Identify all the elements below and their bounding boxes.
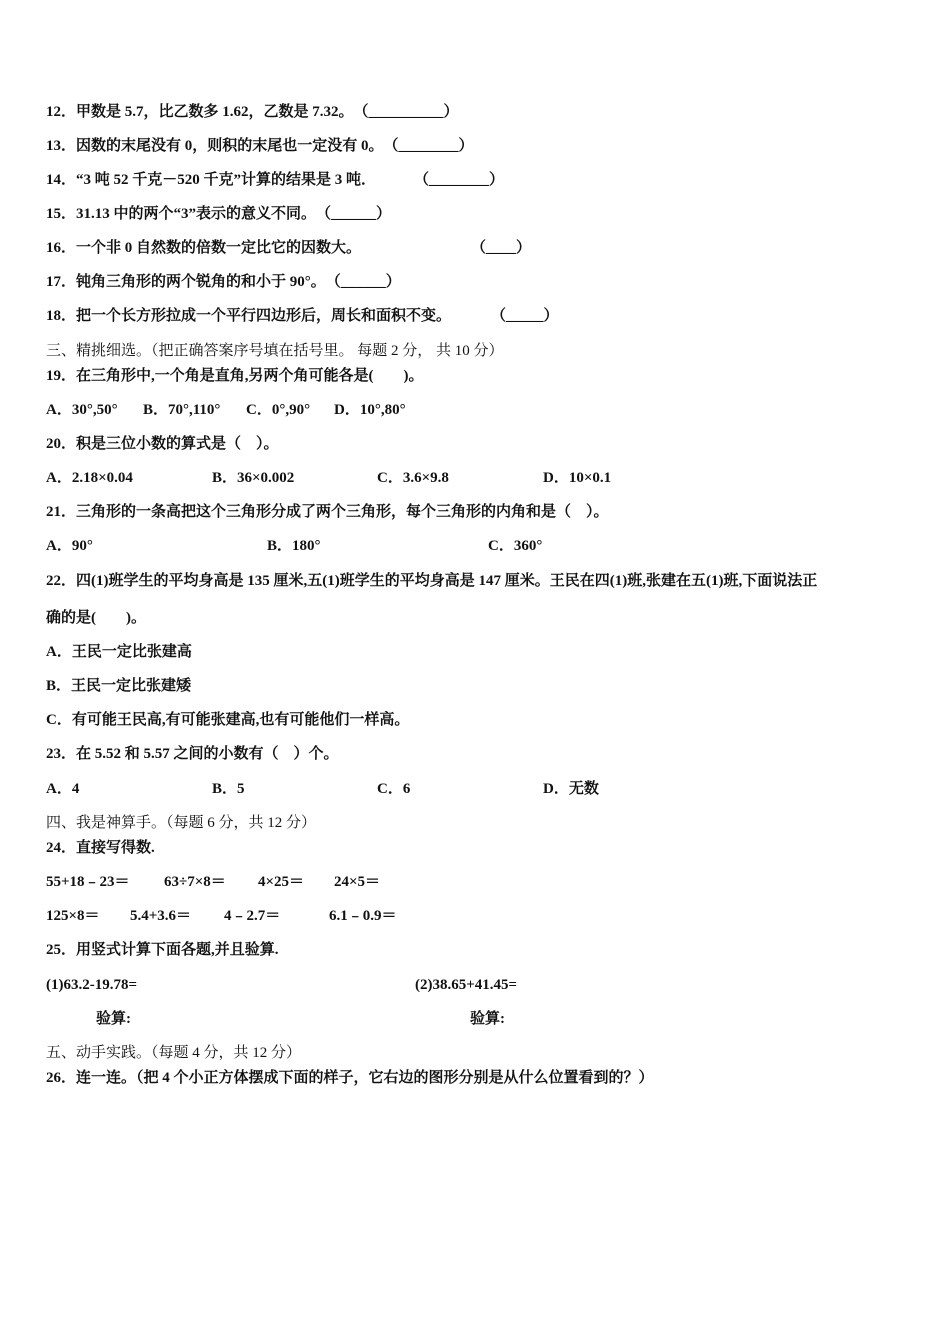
q23-option-a[interactable]: A．4: [46, 781, 80, 797]
q19-option-b[interactable]: B．70°,110°: [143, 402, 221, 418]
answer-blank[interactable]: （____）: [471, 240, 532, 256]
question-22-line1: 22．四(1)班学生的平均身高是 135 厘米,五(1)班学生的平均身高是 147 厘米。王民在四(1)班,张建在五(1)班,下面说法正: [46, 573, 818, 589]
question-16: [46, 238, 531, 258]
question-text: 16．一个非 0 自然数的倍数一定比它的因数大。: [46, 240, 362, 256]
q22-option-b[interactable]: B．王民一定比张建矮: [46, 678, 192, 694]
q21-option-b[interactable]: B．180°: [267, 538, 321, 554]
question-25: 25．用竖式计算下面各题,并且验算.: [46, 942, 279, 958]
calc-item: 55+18﹣23＝: [46, 874, 130, 890]
question-22-line2: 确的是( )。: [46, 610, 146, 626]
question-14: [46, 170, 504, 190]
answer-blank[interactable]: （________）: [414, 172, 505, 188]
vertical-calc-2: (2)38.65+41.45=: [415, 977, 518, 993]
calc-item: 5.4+3.6＝: [130, 908, 192, 924]
answer-blank[interactable]: （______）: [325, 274, 401, 290]
q23-option-c[interactable]: C．6: [377, 781, 411, 797]
check-label-1: 验算:: [96, 1011, 131, 1027]
question-text: 12．甲数是 5.7，比乙数多 1.62，乙数是 7.32。: [46, 104, 354, 120]
answer-blank[interactable]: （________）: [383, 138, 474, 154]
q19-option-d[interactable]: D．10°,80°: [334, 402, 406, 418]
question-26: 26．连一连。（把 4 个小正方体摆成下面的样子，它右边的图形分别是从什么位置看到的？）: [46, 1070, 654, 1086]
check-label-2: 验算:: [470, 1011, 505, 1027]
section-4-title: 四、我是神算手。（每题 6 分，共 12 分）: [46, 815, 317, 831]
question-19: 19．在三角形中,一个角是直角,另两个角可能各是( )。: [46, 368, 424, 384]
q19-option-c[interactable]: C．0°,90°: [246, 402, 311, 418]
answer-blank[interactable]: （__________）: [353, 104, 459, 120]
question-text: 13．因数的末尾没有 0，则积的末尾也一定没有 0。: [46, 138, 384, 154]
q21-option-c[interactable]: C．360°: [488, 538, 543, 554]
question-17: [46, 272, 401, 292]
question-18: [46, 306, 559, 326]
question-21: 21．三角形的一条高把这个三角形分成了两个三角形，每个三角形的内角和是（ ）。: [46, 504, 609, 520]
question-24: 24．直接写得数.: [46, 840, 155, 856]
q22-option-c[interactable]: C．有可能王民高,有可能张建高,也有可能他们一样高。: [46, 712, 410, 728]
question-text: 17．钝角三角形的两个锐角的和小于 90°。: [46, 274, 326, 290]
answer-blank[interactable]: （______）: [316, 206, 392, 222]
q23-option-b[interactable]: B．5: [212, 781, 245, 797]
calc-item: 4×25＝: [258, 874, 305, 890]
q20-option-a[interactable]: A．2.18×0.04: [46, 470, 133, 486]
question-20: 20．积是三位小数的算式是（ ）。: [46, 436, 279, 452]
q23-option-d[interactable]: D．无数: [543, 781, 599, 797]
calc-item: 125×8＝: [46, 908, 100, 924]
calc-item: 63÷7×8＝: [164, 874, 226, 890]
question-13: [46, 136, 474, 156]
calc-item: 6.1﹣0.9＝: [329, 908, 397, 924]
question-text: 14．“3 吨 52 千克－520 千克”计算的结果是 3 吨．: [46, 172, 377, 188]
question-23: 23．在 5.52 和 5.57 之间的小数有（ ）个。: [46, 746, 339, 762]
calc-item: 24×5＝: [334, 874, 381, 890]
q20-option-b[interactable]: B．36×0.002: [212, 470, 295, 486]
question-text: 15．31.13 中的两个“3”表示的意义不同。: [46, 206, 317, 222]
question-text: 18．把一个长方形拉成一个平行四边形后，周长和面积不变。: [46, 308, 452, 324]
section-5-title: 五、动手实践。（每题 4 分，共 12 分）: [46, 1045, 302, 1061]
q19-option-a[interactable]: A．30°,50°: [46, 402, 118, 418]
question-15: [46, 204, 391, 224]
q22-option-a[interactable]: A．王民一定比张建高: [46, 644, 192, 660]
calc-item: 4﹣2.7＝: [224, 908, 281, 924]
answer-blank[interactable]: （_____）: [491, 308, 559, 324]
section-3-title: 三、精挑细选。（把正确答案序号填在括号里。 每题 2 分， 共 10 分）: [46, 343, 504, 359]
q21-option-a[interactable]: A．90°: [46, 538, 93, 554]
q20-option-c[interactable]: C．3.6×9.8: [377, 470, 449, 486]
q20-option-d[interactable]: D．10×0.1: [543, 470, 612, 486]
question-12: [46, 102, 459, 122]
vertical-calc-1: (1)63.2-19.78=: [46, 977, 138, 993]
